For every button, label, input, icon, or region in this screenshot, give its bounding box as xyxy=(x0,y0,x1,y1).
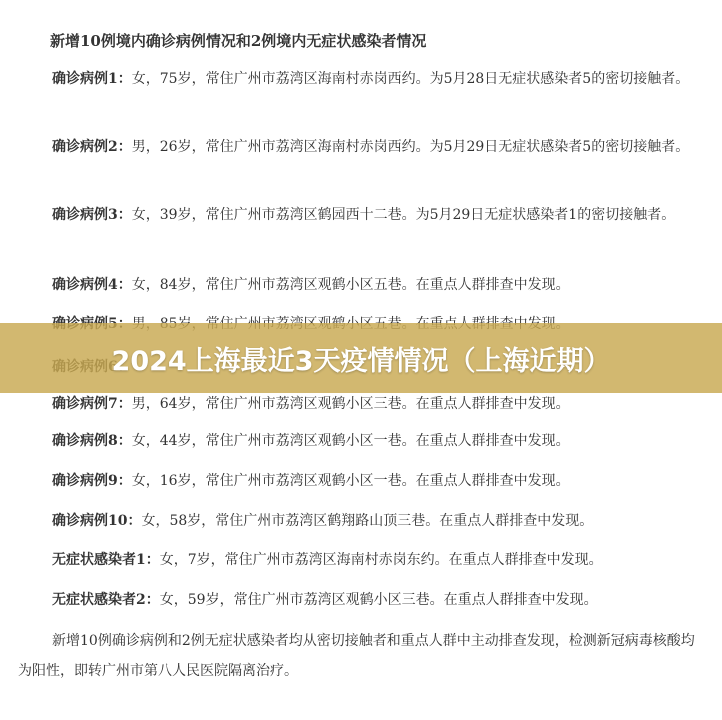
document-footer: 新增10例确诊病例和2例无症状感染者均从密切接触者和重点人群中主动排查发现，检测新冠病毒核酸均为阳性，即转广州市第八人民医院隔离治疗。 xyxy=(18,633,695,679)
case-label: 无症状感染者2： xyxy=(52,592,160,608)
case-text: 女，7岁，常住广州市荔湾区海南村赤岗东约。在重点人群排查中发现。 xyxy=(159,552,603,568)
case-label: 确诊病例8： xyxy=(52,433,132,449)
case-label: 确诊病例3： xyxy=(52,207,132,223)
case-item xyxy=(18,64,704,94)
case-item xyxy=(18,270,704,300)
case-text: 男，64岁，常住广州市荔湾区观鹤小区三巷。在重点人群排查中发现。 xyxy=(131,396,570,412)
case-label: 确诊病例7： xyxy=(52,396,132,412)
case-text: 女，75岁，常住广州市荔湾区海南村赤岗西约。为5月28日无症状感染者5的密切接触者。 xyxy=(131,71,690,87)
case-label: 确诊病例4： xyxy=(52,277,132,293)
title-banner xyxy=(0,323,722,393)
case-text: 女，44岁，常住广州市荔湾区观鹤小区一巷。在重点人群排查中发现。 xyxy=(131,433,570,449)
document-heading: 新增10例境内确诊病例情况和2例境内无症状感染者情况 xyxy=(50,32,427,50)
case-text: 女，58岁，常住广州市荔湾区鹤翔路山顶三巷。在重点人群排查中发现。 xyxy=(141,513,594,529)
case-label: 确诊病例1： xyxy=(52,71,132,87)
case-item xyxy=(18,585,704,615)
case-text: 女，39岁，常住广州市荔湾区鹤园西十二巷。为5月29日无症状感染者1的密切接触者。 xyxy=(131,207,676,223)
case-item xyxy=(18,389,704,419)
case-item xyxy=(18,545,704,575)
case-label: 确诊病例9： xyxy=(52,473,132,489)
case-item xyxy=(18,426,704,456)
case-text: 女，16岁，常住广州市荔湾区观鹤小区一巷。在重点人群排查中发现。 xyxy=(131,473,570,489)
banner-title: 2024上海最近3天疫情情况（上海近期） xyxy=(111,345,611,377)
case-label: 确诊病例2： xyxy=(52,139,132,155)
case-item xyxy=(18,200,704,230)
case-item xyxy=(18,132,704,162)
case-item xyxy=(18,466,704,496)
case-item xyxy=(18,506,704,536)
case-text: 女，59岁，常住广州市荔湾区观鹤小区三巷。在重点人群排查中发现。 xyxy=(159,592,598,608)
case-text: 男，26岁，常住广州市荔湾区海南村赤岗西约。为5月29日无症状感染者5的密切接触者。 xyxy=(131,139,690,155)
case-label: 无症状感染者1： xyxy=(52,552,160,568)
case-label: 确诊病例10： xyxy=(52,513,142,529)
case-text: 女，84岁，常住广州市荔湾区观鹤小区五巷。在重点人群排查中发现。 xyxy=(131,277,570,293)
